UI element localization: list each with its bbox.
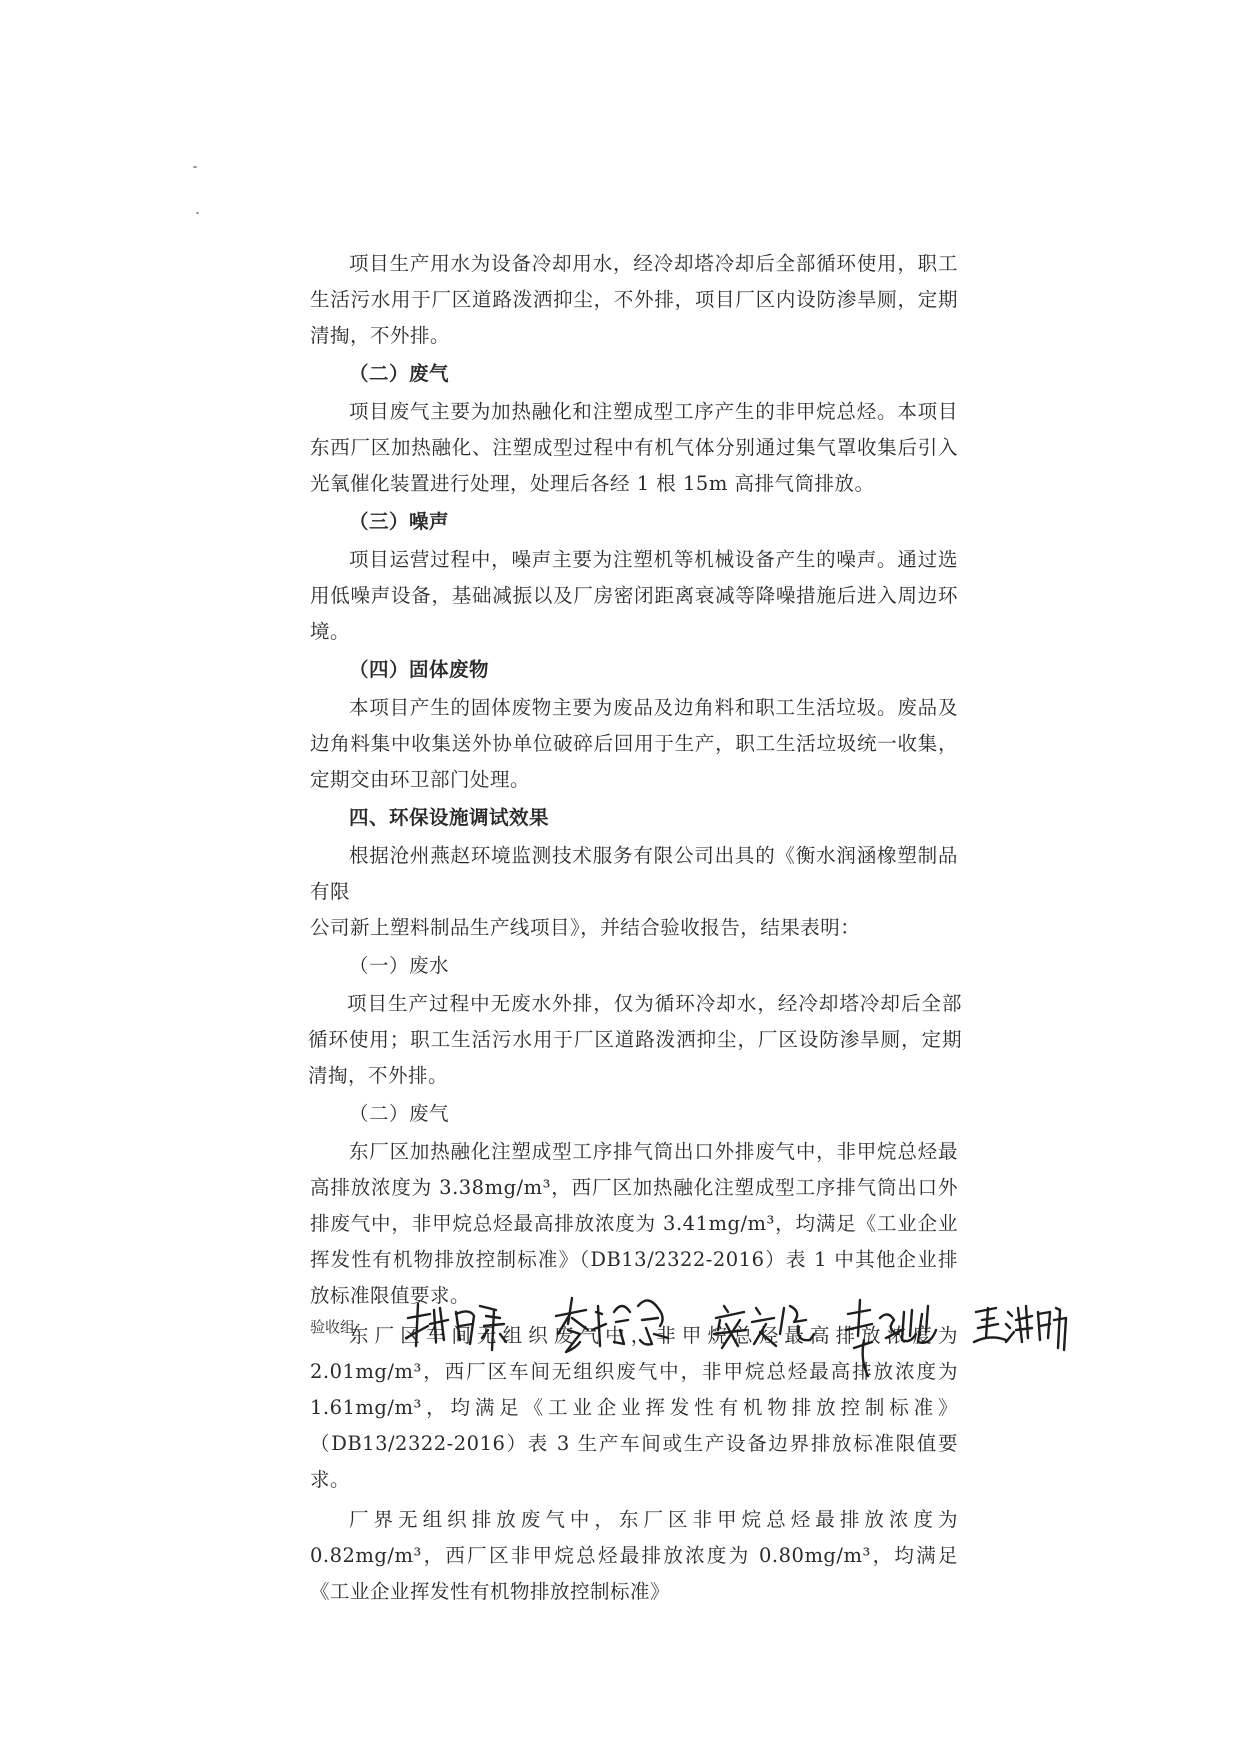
paragraph-water-use: 项目生产用水为设备冷却用水，经冷却塔冷却后全部循环使用，职工生活污水用于厂区道路泼洒抑尘，不外排，项目厂区内设防渗旱厕，定期清掏，不外排。 — [310, 252, 958, 347]
signature-row — [310, 1290, 1070, 1370]
signature-4 — [840, 1290, 950, 1370]
paragraph-boundary-emission: 厂界无组织排放废气中，东厂区非甲烷总烃最排放浓度为 0.82mg/m³，西厂区非甲烷总烃最排放浓度为 0.80mg/m³，均满足《工业企业挥发性有机物排放控制标准》 — [310, 1508, 958, 1603]
subheading-waste-water: （一）废水 — [349, 954, 450, 977]
signature-1 — [400, 1290, 510, 1370]
paragraph-stack-emission: 东厂区加热融化注塑成型工序排气筒出口外排废气中，非甲烷总烃最高排放浓度为 3.38mg/m³，西厂区加热融化注塑成型工序排气筒出口外排废气中，非甲烷总烃最高排放浓度为 3.41mg/m³，均满足《工业企业挥发性有机物排放控制标准》（DB13/2322-2016）表 1 中其他企业排放标准限值要求。 — [310, 1140, 958, 1307]
heading-section-4: 四、环保设施调试效果 — [349, 806, 550, 829]
paragraph-report-basis-line1: 根据沧州燕赵环境监测技术服务有限公司出具的《衡水润涵橡塑制品有限 — [310, 844, 958, 903]
signature-5 — [970, 1290, 1070, 1370]
paragraph-waste-water-result: 项目生产过程中无废水外排，仅为循环冷却水，经冷却塔冷却后全部循环使用；职工生活污水用于厂区道路泼洒抑尘，厂区设防渗旱厕，定期清掏，不外排。 — [308, 992, 962, 1087]
paragraph-report-basis-line2: 公司新上塑料制品生产线项目》，并结合验收报告，结果表明： — [310, 916, 861, 939]
heading-waste-gas: （二）废气 — [349, 362, 450, 385]
heading-noise: （三）噪声 — [349, 510, 450, 533]
paragraph-noise: 项目运营过程中，噪声主要为注塑机等机械设备产生的噪声。通过选用低噪声设备，基础减振以及厂房密闭距离衰减等降噪措施后进入周边环境。 — [310, 548, 958, 643]
text-block — [308, 246, 962, 1610]
signature-2 — [550, 1290, 680, 1370]
paragraph-waste-gas: 项目废气主要为加热融化和注塑成型工序产生的非甲烷总烃。本项目东西厂区加热融化、注塑成型过程中有机气体分别通过集气罩收集后引入光氧催化装置进行处理，处理后各经 1 根 15m 高排气筒排放。 — [310, 400, 958, 495]
subheading-waste-gas-result: （二）废气 — [349, 1102, 450, 1125]
acceptance-group-label: 验收组： — [310, 1318, 371, 1336]
paragraph-workshop-emission: 东厂区车间无组织废气中，非甲烷总烃最高排放浓度为 2.01mg/m³，西厂区车间无组织废气中，非甲烷总烃最高排放浓度为 1.61mg/m³，均满足《工业企业挥发性有机物排放控制标准》（DB13/2322-2016）表 3 生产车间或生产设备边界排放标准限值要求。 — [310, 1324, 958, 1491]
signature-3 — [710, 1290, 820, 1370]
paragraph-solid-waste: 本项目产生的固体废物主要为废品及边角料和职工生活垃圾。废品及边角料集中收集送外协单位破碎后回用于生产，职工生活垃圾统一收集，定期交由环卫部门处理。 — [310, 696, 958, 791]
heading-solid-waste: （四）固体废物 — [349, 658, 490, 681]
